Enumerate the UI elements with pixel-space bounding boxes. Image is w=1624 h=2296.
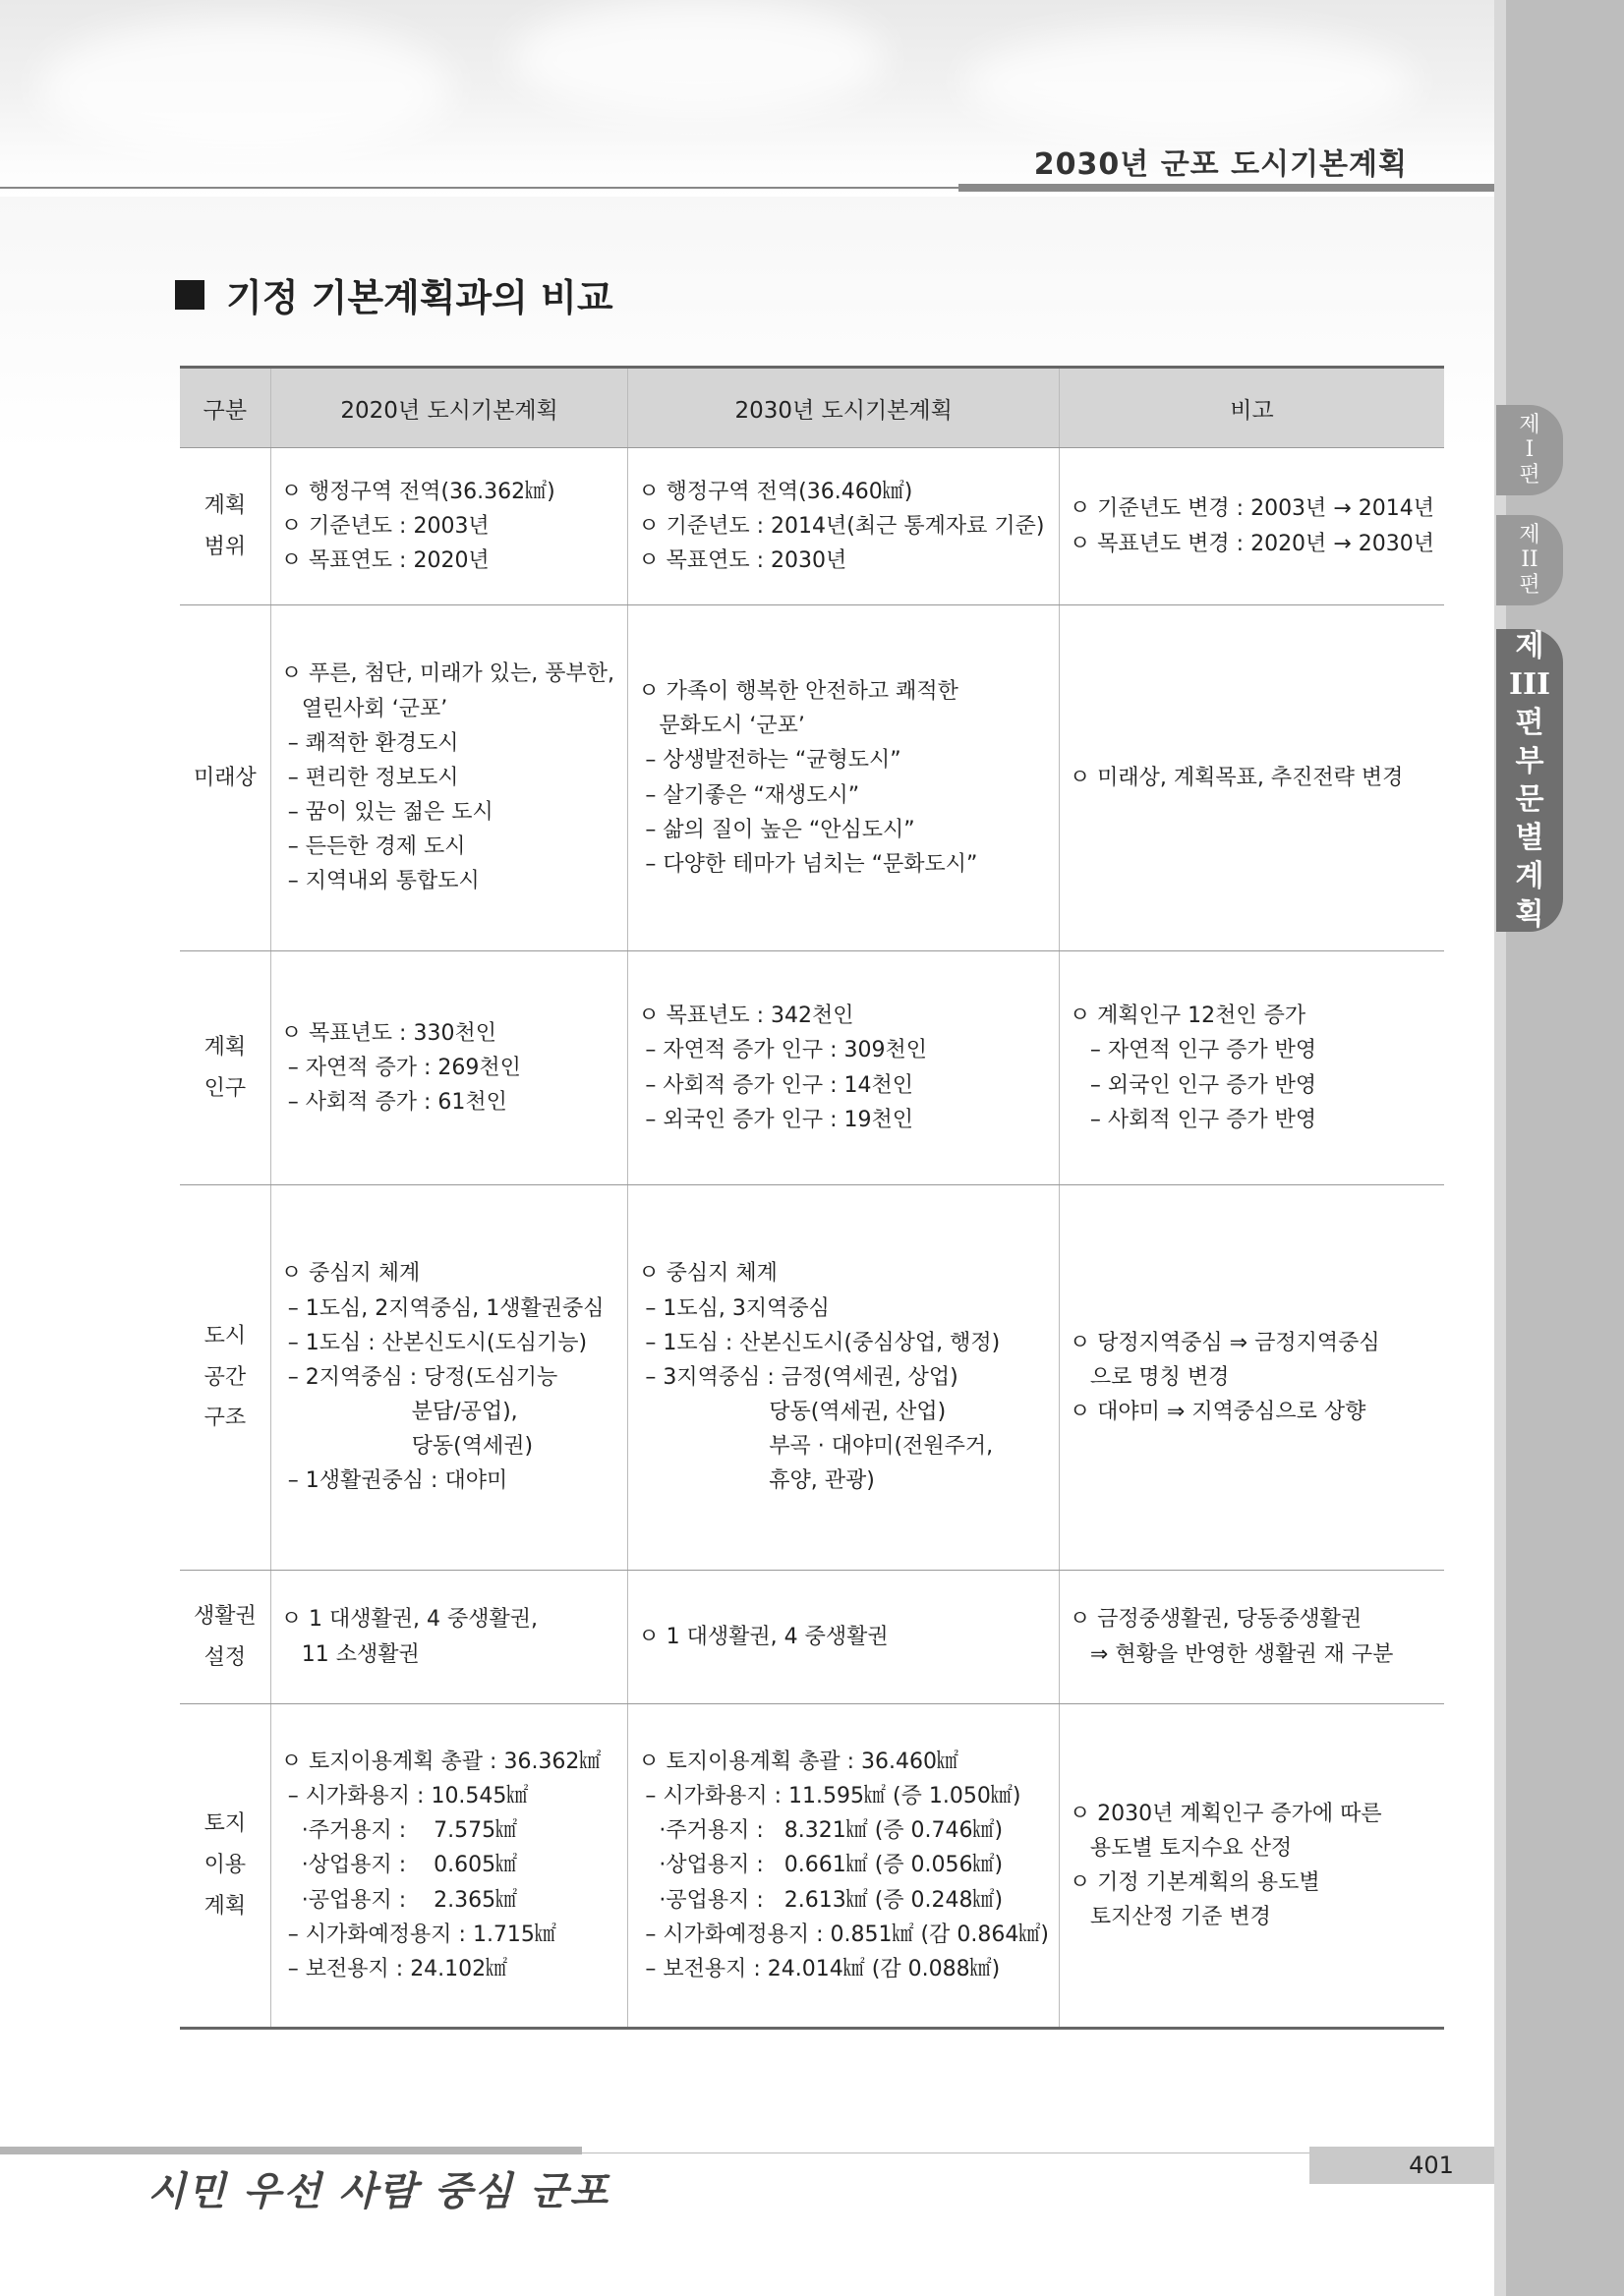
cell-line: – 2지역중심 : 당정(도심기능 xyxy=(280,1364,558,1390)
cell-line: ㅇ 목표연도 : 2030년 xyxy=(638,548,847,574)
cell-line: ㅇ 계획인구 12천인 증가 xyxy=(1069,1004,1306,1029)
cell-line: ㅇ 중심지 체계 xyxy=(638,1261,778,1287)
table-header-row xyxy=(180,368,1444,448)
cell-line: – 외국인 증가 인구 : 19천인 xyxy=(638,1107,914,1132)
cell-line: – 자연적 인구 증가 반영 xyxy=(1069,1038,1317,1063)
cell-line: ㅇ 푸른, 첨단, 미래가 있는, 풍부한, xyxy=(280,661,615,687)
section-title-text: 기정 기본계획과의 비교 xyxy=(226,275,613,319)
cell-line: ㅇ 금정중생활권, 당동중생활권 xyxy=(1069,1607,1363,1633)
category-cell xyxy=(180,1571,270,1704)
remarks-cell xyxy=(1059,1185,1444,1571)
cell-line: ㅇ 토지이용계획 총괄 : 36.362㎢ xyxy=(280,1749,602,1774)
cell-line: – 1도심, 3지역중심 xyxy=(638,1295,830,1321)
category-label: 도시 xyxy=(203,1323,247,1349)
footer-rule-accent xyxy=(0,2147,582,2154)
category-label: 계획 xyxy=(203,1893,247,1919)
document-header-title: 2030년 군포 도시기본계획 xyxy=(1033,147,1408,182)
cell-line: ㅇ 가족이 행복한 안전하고 쾌적한 xyxy=(638,678,958,704)
cell-line: – 꿈이 있는 젊은 도시 xyxy=(280,800,493,826)
table-row xyxy=(180,448,1444,605)
side-tab-part-3[interactable]: 제 III 편 부 문 별 계 획 xyxy=(1496,629,1563,932)
comparison-table xyxy=(180,366,1444,2030)
column-header-plan-2030: 2030년 도시기본계획 xyxy=(628,368,1060,448)
remarks-cell xyxy=(1059,951,1444,1185)
cell-line: ㅇ 당정지역중심 ⇒ 금정지역중심 xyxy=(1069,1330,1380,1355)
cell-line: ·주거용지 : 8.321㎢ (증 0.746㎢) xyxy=(638,1818,1004,1844)
page-number: 401 xyxy=(1409,2152,1454,2179)
plan-2020-cell xyxy=(270,951,628,1185)
cell-line: ㅇ 기준년도 : 2003년 xyxy=(280,513,490,539)
table-row xyxy=(180,1185,1444,1571)
column-header-remarks: 비고 xyxy=(1059,368,1444,448)
cell-line: – 사회적 증가 : 61천인 xyxy=(280,1090,507,1116)
plan-2030-cell xyxy=(628,605,1060,951)
cell-line: – 삶의 질이 높은 “안심도시” xyxy=(638,817,915,842)
cell-line: – 보전용지 : 24.102㎢ xyxy=(280,1956,508,1981)
page-number-box xyxy=(1309,2147,1494,2184)
cell-line: ㅇ 미래상, 계획목표, 추진전략 변경 xyxy=(1069,765,1404,790)
cell-line: – 자연적 증가 인구 : 309천인 xyxy=(638,1038,928,1063)
cell-line: – 3지역중심 : 금정(역세권, 상업) xyxy=(638,1364,958,1390)
cell-line: ·주거용지 : 7.575㎢ xyxy=(280,1818,518,1844)
table-row xyxy=(180,605,1444,951)
side-tab-part-1[interactable]: 제 I 편 xyxy=(1496,405,1563,495)
plan-2020-cell xyxy=(270,1185,628,1571)
cell-line: – 시가화용지 : 11.595㎢ (증 1.050㎢) xyxy=(638,1784,1021,1809)
cell-line: ㅇ 1 대생활권, 4 중생활권, xyxy=(280,1607,539,1633)
cell-line: – 자연적 증가 : 269천인 xyxy=(280,1055,521,1080)
cell-line: – 쾌적한 환경도시 xyxy=(280,730,459,756)
table-row xyxy=(180,1704,1444,2029)
cell-line: – 시가화용지 : 10.545㎢ xyxy=(280,1784,529,1809)
cell-line: – 외국인 인구 증가 반영 xyxy=(1069,1072,1317,1098)
cell-line: – 상생발전하는 “균형도시” xyxy=(638,748,901,774)
cell-line: ㅇ 1 대생활권, 4 중생활권 xyxy=(638,1624,889,1649)
cell-line: – 사회적 인구 증가 반영 xyxy=(1069,1107,1317,1132)
category-label: 범위 xyxy=(203,534,247,559)
cell-line: 으로 명칭 변경 xyxy=(1069,1364,1230,1390)
cell-line: ㅇ 토지이용계획 총괄 : 36.460㎢ xyxy=(638,1749,959,1774)
cell-line: ㅇ 기준년도 : 2014년(최근 통계자료 기준) xyxy=(638,513,1045,539)
remarks-cell xyxy=(1059,605,1444,951)
plan-2030-cell xyxy=(628,1185,1060,1571)
cell-line: ㅇ 행정구역 전역(36.362㎢) xyxy=(280,479,555,504)
cell-line: 11 소생활권 xyxy=(280,1641,420,1667)
category-cell xyxy=(180,951,270,1185)
remarks-cell xyxy=(1059,1704,1444,2029)
section-title xyxy=(175,267,613,321)
plan-2020-cell xyxy=(270,605,628,951)
table-row xyxy=(180,951,1444,1185)
side-band xyxy=(1506,0,1624,2296)
cell-line: – 1도심, 2지역중심, 1생활권중심 xyxy=(280,1295,605,1321)
footer-slogan: 시민 우선 사람 중심 군포 xyxy=(147,2168,610,2214)
plan-2020-cell xyxy=(270,1571,628,1704)
header-rule-accent xyxy=(958,184,1494,192)
side-tab-part-2[interactable]: 제 II 편 xyxy=(1496,515,1563,605)
cell-line: – 살기좋은 “재생도시” xyxy=(638,782,860,808)
category-label: 계획 xyxy=(203,492,247,518)
plan-2030-cell xyxy=(628,1571,1060,1704)
cell-line: ㅇ 2030년 계획인구 증가에 따른 xyxy=(1069,1801,1382,1826)
remarks-cell xyxy=(1059,1571,1444,1704)
plan-2030-cell xyxy=(628,1704,1060,2029)
cell-line: ·공업용지 : 2.365㎢ xyxy=(280,1887,518,1913)
table-row xyxy=(180,1571,1444,1704)
column-header-plan-2020: 2020년 도시기본계획 xyxy=(270,368,628,448)
cell-line: ㅇ 목표연도 : 2020년 xyxy=(280,548,490,574)
plan-2020-cell xyxy=(270,1704,628,2029)
cell-line: – 1도심 : 산본신도시(중심상업, 행정) xyxy=(638,1330,1001,1355)
footer-rule xyxy=(582,2152,1309,2153)
cell-line: – 시가화예정용지 : 0.851㎢ (감 0.864㎢) xyxy=(638,1922,1049,1947)
cell-line: 휴양, 관광) xyxy=(638,1468,875,1494)
cell-line: – 든든한 경제 도시 xyxy=(280,834,466,860)
plan-2030-cell xyxy=(628,448,1060,605)
category-cell xyxy=(180,448,270,605)
category-label: 미래상 xyxy=(194,765,257,790)
cell-line: ⇒ 현황을 반영한 생활권 재 구분 xyxy=(1069,1641,1394,1667)
cell-line: 문화도시 ‘군포’ xyxy=(638,714,805,739)
cell-line: 열린사회 ‘군포’ xyxy=(280,696,448,721)
plan-2020-cell xyxy=(270,448,628,605)
page-edge xyxy=(1494,0,1506,2296)
category-label: 계획 xyxy=(203,1034,247,1060)
cell-line: ㅇ 목표년도 : 330천인 xyxy=(280,1020,496,1046)
cell-line: ㅇ 기정 기본계획의 용도별 xyxy=(1069,1870,1320,1895)
cell-line: ㅇ 중심지 체계 xyxy=(280,1261,421,1287)
cell-line: – 편리한 정보도시 xyxy=(280,765,459,790)
category-label: 인구 xyxy=(203,1075,247,1101)
cell-line: 분담/공업), xyxy=(280,1400,518,1425)
cell-line: 토지산정 기준 변경 xyxy=(1069,1905,1271,1930)
remarks-cell xyxy=(1059,448,1444,605)
cell-line: 용도별 토지수요 산정 xyxy=(1069,1835,1293,1861)
cell-line: – 다양한 테마가 넘치는 “문화도시” xyxy=(638,851,978,877)
cell-line: ·상업용지 : 0.661㎢ (증 0.056㎢) xyxy=(638,1853,1004,1878)
category-cell xyxy=(180,1704,270,2029)
cell-line: 부곡 · 대야미(전원주거, xyxy=(638,1434,994,1460)
column-header-category: 구분 xyxy=(180,368,270,448)
category-label: 설정 xyxy=(203,1644,247,1670)
cell-line: ·공업용지 : 2.613㎢ (증 0.248㎢) xyxy=(638,1887,1004,1913)
cell-line: – 시가화예정용지 : 1.715㎢ xyxy=(280,1922,556,1947)
cell-line: ㅇ 기준년도 변경 : 2003년 → 2014년 xyxy=(1069,496,1434,522)
category-cell xyxy=(180,1185,270,1571)
category-label: 생활권 xyxy=(194,1603,257,1629)
cell-line: – 지역내외 통합도시 xyxy=(280,869,480,894)
cell-line: – 1도심 : 산본신도시(도심기능) xyxy=(280,1330,588,1355)
category-label: 이용 xyxy=(203,1853,247,1878)
cell-line: 당동(역세권, 산업) xyxy=(638,1400,947,1425)
plan-2030-cell xyxy=(628,951,1060,1185)
cell-line: ·상업용지 : 0.605㎢ xyxy=(280,1853,518,1878)
cell-line: 당동(역세권) xyxy=(280,1434,534,1460)
cell-line: – 1생활권중심 : 대야미 xyxy=(280,1468,508,1494)
category-label: 구조 xyxy=(203,1406,247,1431)
cell-line: ㅇ 행정구역 전역(36.460㎢) xyxy=(638,479,913,504)
square-bullet-icon xyxy=(175,280,204,310)
cell-line: ㅇ 대야미 ⇒ 지역중심으로 상향 xyxy=(1069,1400,1366,1425)
header-rule xyxy=(0,187,958,189)
cell-line: ㅇ 목표년도 변경 : 2020년 → 2030년 xyxy=(1069,531,1434,556)
cell-line: – 사회적 증가 인구 : 14천인 xyxy=(638,1072,914,1098)
cell-line: ㅇ 목표년도 : 342천인 xyxy=(638,1004,854,1029)
category-label: 공간 xyxy=(203,1364,247,1390)
cell-line: – 보전용지 : 24.014㎢ (감 0.088㎢) xyxy=(638,1956,1001,1981)
category-cell xyxy=(180,605,270,951)
category-label: 토지 xyxy=(203,1811,247,1837)
